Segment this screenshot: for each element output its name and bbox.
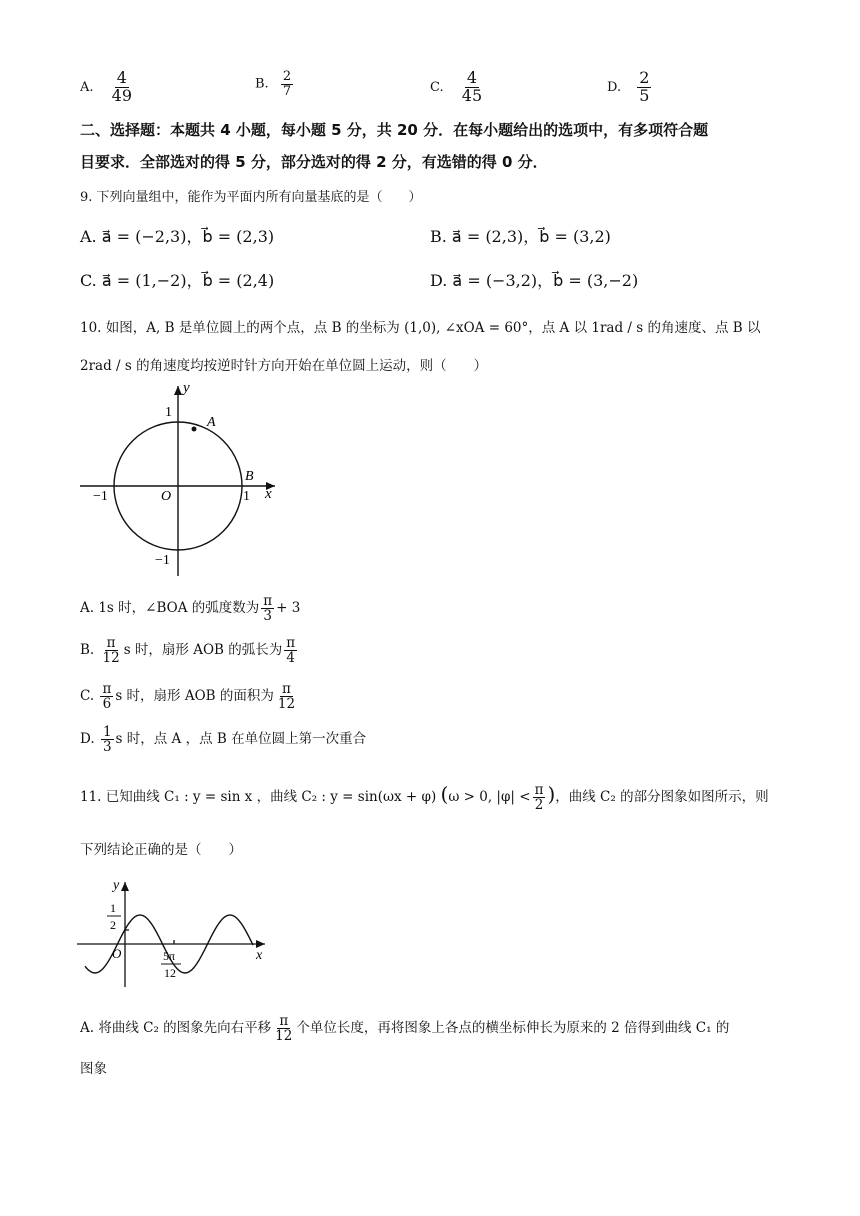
- q9-option-c: C. a⃗ = (1,−2)，b⃗ = (2,4): [80, 271, 275, 290]
- q11-option-a-line2: 图象: [80, 1061, 107, 1077]
- section-header-line2: 目要求．全部选对的得 5 分，部分选对的得 2 分，有选错的得 0 分．: [80, 153, 548, 171]
- label-b: B: [245, 469, 254, 484]
- sine-curve-figure: [75, 872, 275, 992]
- label-a: A: [207, 415, 216, 430]
- q8-option-c: C. $\frac{4}{45}$: [430, 68, 483, 105]
- label-o: O: [112, 946, 122, 961]
- x-label: x: [256, 948, 263, 963]
- q10-option-a: A. 1s 时，∠BOA 的弧度数为 $\frac{\pi}{3}$ + 3: [80, 593, 301, 625]
- y-label: y: [183, 380, 190, 396]
- q8-option-d: D. $\frac{2}{5}$: [607, 68, 650, 105]
- q10-option-d: D. $\frac{1}{3}$ s 时，点 A ，点 B 在单位圆上第一次重合: [80, 724, 367, 756]
- q9-option-d: D. a⃗ = (−3,2)，b⃗ = (3,−2): [430, 271, 639, 290]
- q9-stem: 9. 下列向量组中，能作为平面内所有向量基底的是（ ）: [80, 190, 422, 205]
- y-axis-arrow: [121, 882, 129, 891]
- half-num: 1: [110, 901, 116, 915]
- q10-option-c: C. $\frac{\pi}{6}$ s 时，扇形 AOB 的面积为 $\frac{\pi}{12}$: [80, 681, 296, 713]
- label-o: O: [161, 489, 172, 504]
- tick-den: 12: [164, 966, 176, 980]
- tick-1-right: 1: [243, 489, 250, 504]
- section-header-line1: 二、选择题：本题共 4 小题，每小题 5 分，共 20 分．在每小题给出的选项中，有多项符合题: [80, 121, 709, 139]
- tick-neg1-left: −1: [93, 489, 108, 504]
- q10-stem-line1: 10. 如图，A, B 是单位圆上的两个点，点 B 的坐标为 (1,0), ∠xOA = 60°，点 A 以 1rad / s 的角速度、点 B 以: [80, 320, 761, 336]
- q11-stem-line2: 下列结论正确的是（ ）: [80, 842, 242, 858]
- q11-option-a: A. 将曲线 C₂ 的图象先向右平移 $\frac{\pi}{12}$ 个单位长度，再将图象上各点的横坐标伸长为原来的 2 倍得到曲线 C₁ 的: [80, 1013, 730, 1045]
- tick-num: 5π: [163, 949, 176, 963]
- x-label: x: [265, 486, 272, 502]
- y-axis-arrow: [174, 386, 182, 395]
- point-a: [192, 427, 197, 432]
- tick-neg1-bottom: −1: [155, 553, 170, 568]
- q11-stem-line1: 11. 已知曲线 C₁ : y = sin x ，曲线 C₂ : y = sin(ωx + φ) (ω > 0, |φ| < $\frac{\pi}{2}$ )，曲线 C₂ 的部分图象如图所示，则: [80, 781, 769, 813]
- y-label: y: [113, 878, 120, 893]
- q10-stem-line2: 2rad / s 的角速度均按逆时针方向开始在单位圆上运动，则（ ）: [80, 358, 488, 374]
- q8-option-b: B. $\frac{2}{7}$: [255, 69, 292, 99]
- q10-option-b: B. $\frac{\pi}{12}$ s 时，扇形 AOB 的弧长为 $\frac{\pi}{4}$: [80, 635, 296, 667]
- unit-circle-figure: [75, 380, 285, 580]
- q8-option-a: A. $\frac{4}{49}$: [80, 68, 133, 105]
- q9-option-b: B. a⃗ = (2,3)，b⃗ = (3,2): [430, 227, 611, 246]
- q9-option-a: A. a⃗ = (−2,3)，b⃗ = (2,3): [80, 227, 275, 246]
- tick-1-top: 1: [165, 405, 172, 420]
- x-axis-arrow: [256, 940, 265, 948]
- half-den: 2: [110, 918, 116, 932]
